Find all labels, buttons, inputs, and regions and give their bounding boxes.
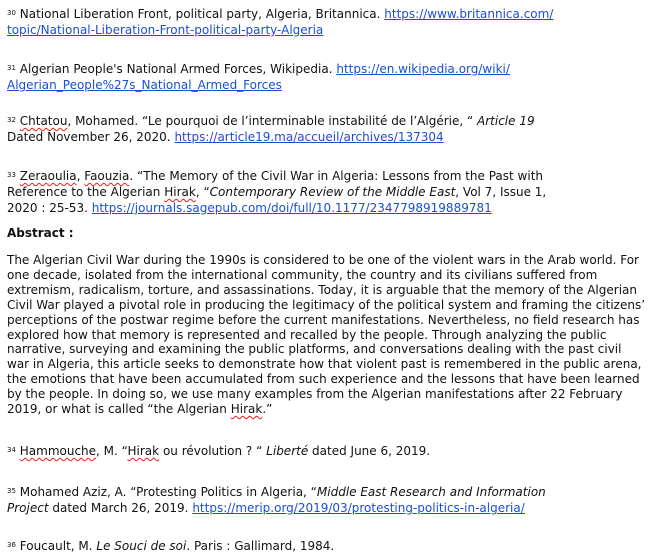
footnote-number: 33 xyxy=(7,171,16,179)
journal-title: Contemporary Review of the Middle East xyxy=(209,185,456,199)
britannica-link[interactable]: https://www.britannica.com/ topic/National-Liberation-Front-political-party-Algeria xyxy=(7,7,554,37)
author-name: Hammouche xyxy=(19,444,97,458)
author-name: Chtatou xyxy=(19,114,68,128)
footnote-number: 35 xyxy=(7,487,16,495)
footnote-number: 32 xyxy=(7,116,16,124)
footnote-number: 36 xyxy=(7,541,16,549)
hirak-term: Hirak xyxy=(230,402,263,417)
abstract-heading: Abstract : xyxy=(7,226,74,240)
author-surname: Zeraoulia xyxy=(19,169,77,183)
footnote-number: 34 xyxy=(7,446,16,454)
sagepub-link[interactable]: https://journals.sagepub.com/doi/full/10.1177/2347798919889781 xyxy=(91,201,492,215)
book-title: Le Souci de soi xyxy=(96,539,187,553)
footnote-33: $^{33}$ Zeraoulia, Faouzia. “The Memory of the Civil War in Algeria: Lessons from the Past with Reference to the Algerian Hirak, “Contemporary Review of the Middle East, Vol 7, Issue 1, 2020 : 25-53. https://journals.sagepub.com/doi/full/10.1177/2347798919889781 xyxy=(7,169,547,215)
abstract-body: The Algerian Civil War during the 1990s is considered to be one of the violent wars in the Arab world. For one decade, isolated from the international community, the country and its civilians suffered from extremism, radicalism, torture, and assassinations. Today, it is arguable that the memory of the Algerian Civil War played a pivotal role in producing the legitimacy of the political system and framing the citizens’ perceptions of the postwar regime before the current manifestations. Nevertheless, no field research has explored how that memory is represented and recalled by the people. Through analyzing the public narrative, surveying and examining the public platforms, and conversations dealing with the past civil war in Algeria, this article seeks to demonstrate how that violent past is remembered in the public arena, the emotions that have been accumulated from such experience and the lessons that have been learned by the people. In doing so, we use many examples from the Algerian manifestations after 22 February 2019, or what is called “the Algerian Hirak.” xyxy=(7,253,646,417)
footnote-32: $^{32}$ Chtatou, Mohamed. “Le pourquoi de l’interminable instabilité de l’Algérie, “ Article 19 Dated November 26, 2020. https://article19.ma/accueil/archives/137304 xyxy=(7,114,535,144)
wikipedia-link[interactable]: https://en.wikipedia.org/wiki/ Algerian_People%27s_National_Armed_Forces xyxy=(7,62,510,92)
footnote-number: 30 xyxy=(7,9,16,17)
author-firstname: Faouzia xyxy=(84,169,130,183)
footnote-30: $^{30}$ National Liberation Front, political party, Algeria, Britannica. https://www.britannica.com/ topic/National-Liberation-Front-political-party-Algeria xyxy=(7,7,554,37)
footnote-34: $^{34}$ Hammouche, M. “Hirak ou révolution ? “ Liberté dated June 6, 2019. xyxy=(7,444,431,458)
hirak-term: Hirak xyxy=(127,444,160,458)
source-title: Article 19 xyxy=(477,114,535,128)
article19-link[interactable]: https://article19.ma/accueil/archives/137304 xyxy=(174,130,444,144)
hirak-term: Hirak xyxy=(164,185,196,199)
footnote-31: $^{31}$ Algerian People's National Armed Forces, Wikipedia. https://en.wikipedia.org/wiki/ Algerian_People%27s_National_Armed_Forces xyxy=(7,62,510,92)
footnote-36: $^{36}$ Foucault, M. Le Souci de soi. Paris : Gallimard, 1984. xyxy=(7,539,335,553)
merip-link[interactable]: https://merip.org/2019/03/protesting-politics-in-algeria/ xyxy=(192,501,525,515)
source-title: Liberté xyxy=(266,444,309,458)
footnote-35: $^{35}$ Mohamed Aziz, A. “Protesting Politics in Algeria, “Middle East Research and Information Project dated March 26, 2019. https://merip.org/2019/03/protesting-politics-in-algeria/ xyxy=(7,485,546,515)
source-title: Middle East Research and Information xyxy=(316,485,546,499)
footnote-number: 31 xyxy=(7,64,16,72)
